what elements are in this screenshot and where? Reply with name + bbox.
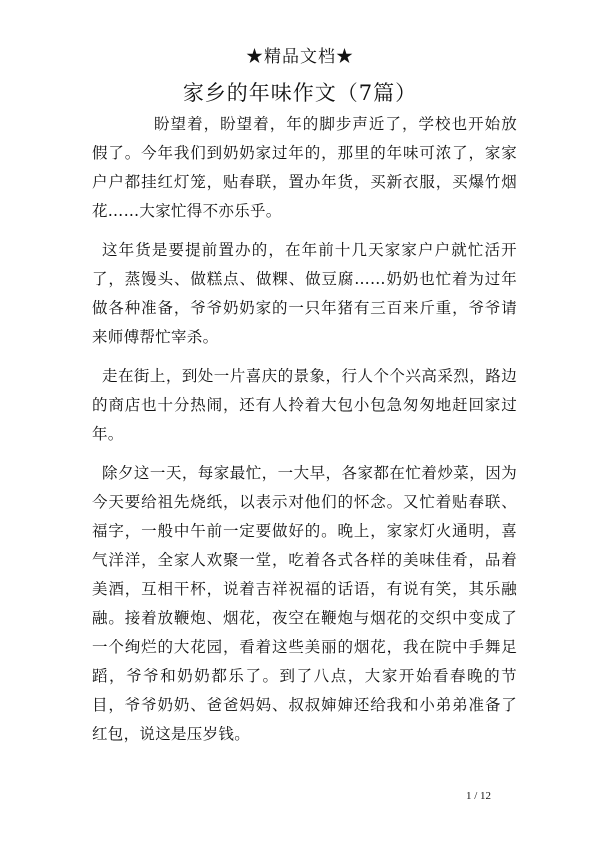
paragraph: 走在街上，到处一片喜庆的景象，行人个个兴高采烈，路边的商店也十分热闹，还有人拎着大包小包急匆匆地赶回家过年。 [92, 367, 517, 443]
paragraph: 除夕这一天，每家最忙，一大早，各家都在忙着炒菜，因为今天要给祖先烧纸，以表示对他们的怀念。又忙着贴春联、福字，一般中午前一定要做好的。晚上，家家灯火通明，喜气洋洋，全家人欢聚一堂，吃着各式各样的美味佳肴，品着美酒，互相干杯，说着吉祥祝福的话语，有说有笑，其乐融融。接着放鞭炮、烟花，夜空在鞭炮与烟花的交织中变成了一个绚烂的大花园，看着这些美丽的烟花，我在院中手舞足蹈，爷爷和奶奶都乐了。到了八点，大家开始看春晚的节目，爷爷奶奶、爸爸妈妈、叔叔婶婶还给我和小弟弟准备了红包，说这是压岁钱。 [92, 464, 517, 743]
document-body [92, 110, 517, 759]
header-mark: ★精品文档★ [246, 47, 354, 67]
document-title: 家乡的年味作文（7篇） [182, 81, 418, 105]
paragraph: 这年货是要提前置办的，在年前十几天家家户户就忙活开了，蒸馒头、做糕点、做粿、做豆腐……奶奶也忙着为过年做各种准备，爷爷奶奶家的一只年猪有三百来斤重，爷爷请来师傅帮忙宰杀。 [92, 241, 517, 346]
page-number: 1 / 12 [466, 790, 492, 802]
paragraph: 盼望着，盼望着，年的脚步声近了，学校也开始放假了。今年我们到奶奶家过年的，那里的年味可浓了，家家户户都挂红灯笼，贴春联，置办年货，买新衣服，买爆竹烟花……大家忙得不亦乐乎。 [92, 115, 517, 220]
